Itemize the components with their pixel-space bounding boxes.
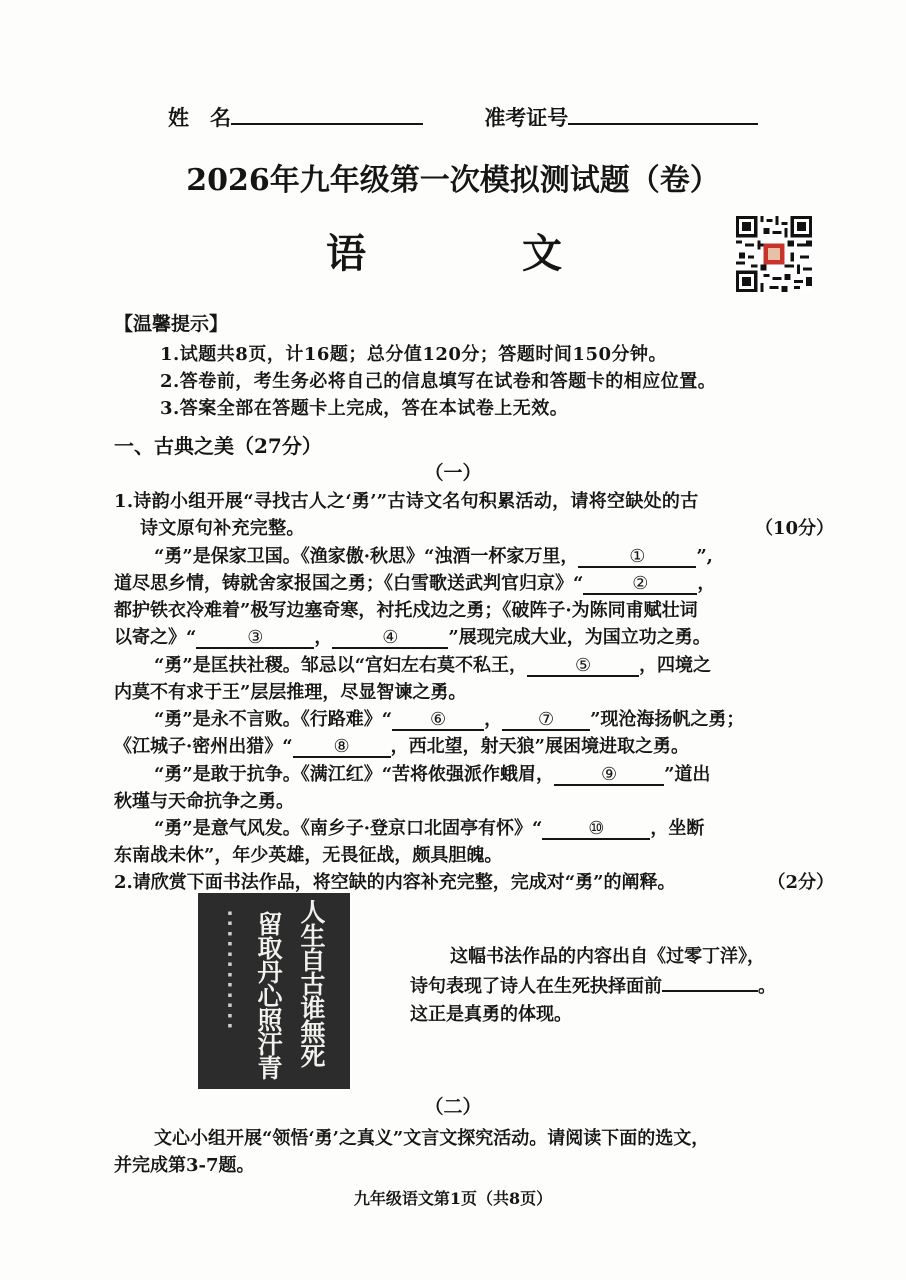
calligraphy-image — [198, 893, 350, 1089]
q1-text: 以寄之》“ — [114, 627, 197, 648]
q1-text: ”, — [696, 546, 713, 567]
q1-text: ，坐断 — [650, 818, 705, 839]
question-1-points: （10分） — [754, 518, 834, 539]
question-2-points: （2分） — [767, 872, 834, 893]
subject-title: 语 文 — [326, 230, 620, 277]
q1-text: ，西北望，射天狼”展困境进取之勇。 — [390, 736, 689, 757]
q1-text: “勇”是永不言败。《行路难》“ — [154, 709, 393, 730]
q1-line: 内莫不有求于王”层层推理，尽显智谏之勇。 — [114, 682, 467, 703]
exam-id-label: 准考证号 — [484, 105, 569, 130]
answer-blank-2[interactable]: ② — [583, 575, 697, 595]
answer-blank-3[interactable]: ③ — [196, 629, 314, 649]
q1-line — [154, 705, 744, 731]
q1-line: 秋瑾与天命抗争之勇。 — [114, 791, 294, 812]
calligraphy-column-1: 人生自古谁無死 — [297, 899, 326, 1067]
tips-title: 【温馨提示】 — [114, 313, 229, 335]
calligraphy-desc-line: 这正是真勇的体现。 — [410, 1004, 572, 1025]
q1-text: “勇”是意气风发。《南乡子·登京口北固亭有怀》“ — [154, 818, 543, 839]
part2-intro: 文心小组开展“领悟‘勇’之真义”文言文探究活动。请阅读下面的选文， — [154, 1128, 710, 1149]
calligraphy-desc-line: 这幅书法作品的内容出自《过零丁洋》， — [450, 946, 765, 967]
answer-blank-7[interactable]: ⑦ — [502, 711, 590, 731]
q1-text: ”道出 — [664, 764, 711, 785]
page-footer: 九年级语文第1页（共8页） — [353, 1189, 553, 1208]
answer-blank-5[interactable]: ⑤ — [527, 657, 639, 677]
q1-text: ”现沧海扬帆之勇； — [590, 709, 745, 730]
exam-id-field[interactable] — [568, 122, 758, 125]
calligraphy-desc-line — [410, 972, 776, 998]
calligraphy-column-2: 留取丹心照汗青 — [254, 911, 283, 1079]
question-1-stem: 1.诗韵小组开展“寻找古人之‘勇’”古诗文名句积累活动，请将空缺处的古 — [114, 491, 699, 512]
q1-line: 都护铁衣冷难着”极写边塞奇寒，衬托戍边之勇；《破阵子·为陈同甫赋壮词 — [114, 600, 698, 621]
q2-text: 诗句表现了诗人在生死抉择面前 — [410, 976, 662, 997]
question-1-stem-cont: 诗文原句补充完整。 — [140, 518, 305, 539]
q1-text: 《江城子·密州出猎》“ — [114, 736, 293, 757]
part-heading: （一） — [424, 462, 482, 484]
q1-text: ”展现完成大业，为国立功之勇。 — [448, 627, 711, 648]
calligraphy-inscription: ▪ ▪ ▪ ▪ ▪ ▪ ▪ ▪ ▪ ▪ ▪ ▪ — [226, 909, 234, 1030]
q1-text: ，四境之 — [639, 655, 712, 676]
tip-item: 1.试题共8页，计16题；总分值120分；答题时间150分钟。 — [160, 344, 668, 365]
part-heading: （二） — [424, 1096, 482, 1118]
q1-text: 道尽思乡情，铸就舍家报国之勇；《白雪歌送武判官归京》“ — [114, 573, 584, 594]
exam-title: 2026年九年级第一次模拟测试题（卷） — [186, 163, 720, 198]
q1-line — [154, 814, 704, 840]
q1-line — [154, 651, 711, 677]
q1-text: “勇”是保家卫国。《渔家傲·秋思》“浊酒一杯家万里， — [154, 546, 579, 567]
q2-text: 。 — [758, 976, 776, 997]
answer-blank-1[interactable]: ① — [578, 548, 696, 568]
q1-text: ， — [697, 573, 716, 594]
candidate-info-row — [168, 102, 758, 132]
answer-blank-10[interactable]: ⑩ — [542, 820, 650, 840]
q1-text: “勇”是匡扶社稷。邹忌以“宫妇左右莫不私王， — [154, 655, 528, 676]
tip-item: 3.答案全部在答题卡上完成，答在本试卷上无效。 — [160, 398, 569, 419]
answer-blank-9[interactable]: ⑨ — [554, 766, 664, 786]
name-field[interactable] — [231, 122, 423, 125]
qr-code-icon — [736, 216, 812, 292]
question-2-stem: 2.请欣赏下面书法作品，将空缺的内容补充完整，完成对“勇”的阐释。 — [114, 872, 676, 893]
q1-line — [114, 569, 715, 595]
answer-blank-6[interactable]: ⑥ — [392, 711, 484, 731]
tip-item: 2.答卷前，考生务必将自己的信息填写在试卷和答题卡的相应位置。 — [160, 371, 717, 392]
answer-blank-q2[interactable] — [662, 990, 758, 992]
q1-line — [114, 732, 689, 758]
q1-text: ， — [484, 709, 503, 730]
q1-text: ， — [314, 627, 333, 648]
q1-line — [154, 542, 713, 568]
q1-line: 东南战未休”，年少英雄，无畏征战，颇具胆魄。 — [114, 845, 503, 866]
answer-blank-8[interactable]: ⑧ — [293, 738, 391, 758]
q1-text: “勇”是敢于抗争。《满江红》“苦将侬强派作蛾眉， — [154, 764, 555, 785]
section-heading: 一、古典之美（27分） — [114, 434, 322, 458]
q1-line — [114, 623, 711, 649]
q1-line — [154, 760, 710, 786]
name-label: 姓 名 — [168, 105, 231, 130]
part2-intro: 并完成第3-7题。 — [114, 1155, 255, 1176]
answer-blank-4[interactable]: ④ — [332, 629, 448, 649]
